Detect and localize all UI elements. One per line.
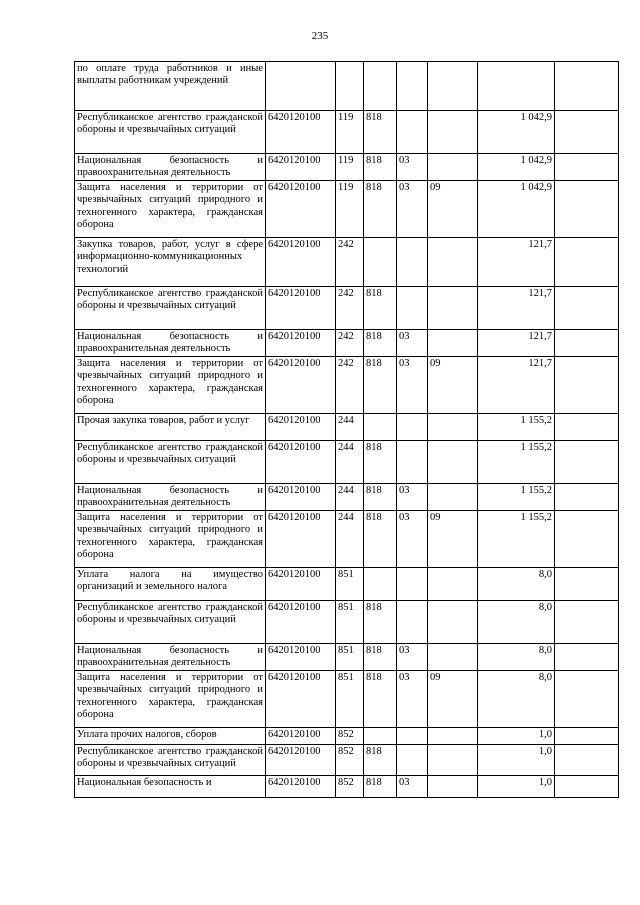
- table-row: [75, 728, 619, 745]
- row-name-cell: Республиканское агентство гражданской обороны и чрезвычайных ситуаций: [75, 601, 266, 644]
- target-article-cell: 6420120100: [266, 568, 336, 601]
- expense-type-cell: 119: [336, 111, 364, 154]
- administrator-code-cell: 818: [364, 671, 397, 728]
- target-article-cell: 6420120100: [266, 414, 336, 441]
- subsection-cell: [428, 644, 478, 671]
- administrator-code-cell: [364, 414, 397, 441]
- target-article-cell: 6420120100: [266, 644, 336, 671]
- extra-amount-cell: [555, 414, 619, 441]
- target-article-cell: 6420120100: [266, 111, 336, 154]
- amount-cell: 1 155,2: [478, 511, 555, 568]
- extra-amount-cell: [555, 62, 619, 111]
- amount-cell: 121,7: [478, 238, 555, 287]
- amount-cell: [478, 62, 555, 111]
- expense-type-cell: 852: [336, 776, 364, 798]
- administrator-code-cell: [364, 62, 397, 111]
- row-name-cell: Национальная безопасность и правоохранительная деятельность: [75, 644, 266, 671]
- expense-type-cell: 244: [336, 441, 364, 484]
- row-name-cell: Защита населения и территории от чрезвычайных ситуаций природного и техногенного характера, гражданская оборона: [75, 671, 266, 728]
- row-name-cell: Защита населения и территории от чрезвычайных ситуаций природного и техногенного характера, гражданская оборона: [75, 511, 266, 568]
- table-row: [75, 484, 619, 511]
- amount-cell: 121,7: [478, 357, 555, 414]
- section-cell: 03: [397, 644, 428, 671]
- subsection-cell: [428, 776, 478, 798]
- section-cell: [397, 62, 428, 111]
- subsection-cell: [428, 484, 478, 511]
- subsection-cell: 09: [428, 511, 478, 568]
- table-row: [75, 511, 619, 568]
- target-article-cell: 6420120100: [266, 441, 336, 484]
- section-cell: 03: [397, 181, 428, 238]
- subsection-cell: [428, 745, 478, 776]
- section-cell: [397, 287, 428, 330]
- extra-amount-cell: [555, 441, 619, 484]
- page-number: 235: [311, 30, 329, 42]
- section-cell: 03: [397, 484, 428, 511]
- expense-type-cell: 242: [336, 330, 364, 357]
- extra-amount-cell: [555, 644, 619, 671]
- extra-amount-cell: [555, 745, 619, 776]
- subsection-cell: [428, 111, 478, 154]
- subsection-cell: [428, 238, 478, 287]
- row-name-cell: Национальная безопасность и правоохранительная деятельность: [75, 484, 266, 511]
- amount-cell: 121,7: [478, 330, 555, 357]
- expense-type-cell: 119: [336, 181, 364, 238]
- administrator-code-cell: 818: [364, 511, 397, 568]
- expense-type-cell: 244: [336, 484, 364, 511]
- administrator-code-cell: 818: [364, 181, 397, 238]
- extra-amount-cell: [555, 601, 619, 644]
- amount-cell: 8,0: [478, 568, 555, 601]
- section-cell: 03: [397, 671, 428, 728]
- administrator-code-cell: [364, 568, 397, 601]
- subsection-cell: 09: [428, 671, 478, 728]
- section-cell: 03: [397, 154, 428, 181]
- target-article-cell: 6420120100: [266, 601, 336, 644]
- administrator-code-cell: 818: [364, 776, 397, 798]
- row-name-cell: Защита населения и территории от чрезвычайных ситуаций природного и техногенного характера, гражданская оборона: [75, 181, 266, 238]
- row-name-cell: Национальная безопасность и правоохранительная деятельность: [75, 154, 266, 181]
- subsection-cell: 09: [428, 181, 478, 238]
- target-article-cell: 6420120100: [266, 330, 336, 357]
- subsection-cell: 09: [428, 357, 478, 414]
- amount-cell: 8,0: [478, 601, 555, 644]
- amount-cell: 1,0: [478, 776, 555, 798]
- budget-table: [74, 61, 619, 798]
- table-row: [75, 154, 619, 181]
- target-article-cell: 6420120100: [266, 484, 336, 511]
- section-cell: [397, 568, 428, 601]
- subsection-cell: [428, 441, 478, 484]
- extra-amount-cell: [555, 181, 619, 238]
- subsection-cell: [428, 287, 478, 330]
- extra-amount-cell: [555, 330, 619, 357]
- target-article-cell: 6420120100: [266, 238, 336, 287]
- table-row: [75, 644, 619, 671]
- section-cell: 03: [397, 357, 428, 414]
- section-cell: [397, 111, 428, 154]
- subsection-cell: [428, 728, 478, 745]
- table-row: [75, 568, 619, 601]
- row-name-cell: Национальная безопасность и: [75, 776, 266, 798]
- table-body: [75, 62, 619, 798]
- administrator-code-cell: [364, 238, 397, 287]
- amount-cell: 1 042,9: [478, 111, 555, 154]
- administrator-code-cell: 818: [364, 111, 397, 154]
- table-row: [75, 441, 619, 484]
- section-cell: 03: [397, 776, 428, 798]
- administrator-code-cell: 818: [364, 330, 397, 357]
- amount-cell: 1,0: [478, 728, 555, 745]
- table-row: [75, 776, 619, 798]
- row-name-cell: Национальная безопасность и правоохранительная деятельность: [75, 330, 266, 357]
- expense-type-cell: 244: [336, 414, 364, 441]
- section-cell: [397, 601, 428, 644]
- expense-type-cell: 851: [336, 601, 364, 644]
- expense-type-cell: 852: [336, 728, 364, 745]
- table-row: [75, 357, 619, 414]
- administrator-code-cell: [364, 728, 397, 745]
- section-cell: 03: [397, 330, 428, 357]
- subsection-cell: [428, 330, 478, 357]
- table-row: [75, 181, 619, 238]
- expense-type-cell: [336, 62, 364, 111]
- target-article-cell: 6420120100: [266, 287, 336, 330]
- row-name-cell: Республиканское агентство гражданской обороны и чрезвычайных ситуаций: [75, 441, 266, 484]
- target-article-cell: 6420120100: [266, 671, 336, 728]
- amount-cell: 8,0: [478, 671, 555, 728]
- administrator-code-cell: 818: [364, 154, 397, 181]
- table-row: [75, 111, 619, 154]
- row-name-cell: Прочая закупка товаров, работ и услуг: [75, 414, 266, 441]
- expense-type-cell: 242: [336, 287, 364, 330]
- section-cell: [397, 728, 428, 745]
- row-name-cell: Республиканское агентство гражданской обороны и чрезвычайных ситуаций: [75, 287, 266, 330]
- amount-cell: 1 155,2: [478, 484, 555, 511]
- administrator-code-cell: 818: [364, 601, 397, 644]
- extra-amount-cell: [555, 776, 619, 798]
- expense-type-cell: 244: [336, 511, 364, 568]
- subsection-cell: [428, 154, 478, 181]
- target-article-cell: 6420120100: [266, 181, 336, 238]
- extra-amount-cell: [555, 511, 619, 568]
- extra-amount-cell: [555, 568, 619, 601]
- expense-type-cell: 852: [336, 745, 364, 776]
- extra-amount-cell: [555, 287, 619, 330]
- target-article-cell: 6420120100: [266, 511, 336, 568]
- extra-amount-cell: [555, 111, 619, 154]
- amount-cell: 1 155,2: [478, 441, 555, 484]
- expense-type-cell: 851: [336, 644, 364, 671]
- table-row: [75, 287, 619, 330]
- extra-amount-cell: [555, 238, 619, 287]
- amount-cell: 1 042,9: [478, 154, 555, 181]
- row-name-cell: по оплате труда работников и иные выплаты работникам учреждений: [75, 62, 266, 111]
- amount-cell: 1 155,2: [478, 414, 555, 441]
- table-row: [75, 330, 619, 357]
- administrator-code-cell: 818: [364, 644, 397, 671]
- row-name-cell: Уплата прочих налогов, сборов: [75, 728, 266, 745]
- table-row: [75, 62, 619, 111]
- amount-cell: 8,0: [478, 644, 555, 671]
- extra-amount-cell: [555, 671, 619, 728]
- row-name-cell: Закупка товаров, работ, услуг в сфере информационно-коммуникационных технологий: [75, 238, 266, 287]
- target-article-cell: 6420120100: [266, 154, 336, 181]
- subsection-cell: [428, 568, 478, 601]
- expense-type-cell: 119: [336, 154, 364, 181]
- administrator-code-cell: 818: [364, 745, 397, 776]
- target-article-cell: 6420120100: [266, 745, 336, 776]
- target-article-cell: 6420120100: [266, 728, 336, 745]
- row-name-cell: Республиканское агентство гражданской обороны и чрезвычайных ситуаций: [75, 111, 266, 154]
- section-cell: [397, 745, 428, 776]
- expense-type-cell: 851: [336, 671, 364, 728]
- administrator-code-cell: 818: [364, 484, 397, 511]
- extra-amount-cell: [555, 154, 619, 181]
- section-cell: [397, 238, 428, 287]
- section-cell: [397, 414, 428, 441]
- table-row: [75, 238, 619, 287]
- administrator-code-cell: 818: [364, 357, 397, 414]
- amount-cell: 1 042,9: [478, 181, 555, 238]
- row-name-cell: Республиканское агентство гражданской обороны и чрезвычайных ситуаций: [75, 745, 266, 776]
- target-article-cell: [266, 62, 336, 111]
- table-row: [75, 414, 619, 441]
- section-cell: [397, 441, 428, 484]
- row-name-cell: Уплата налога на имущество организаций и земельного налога: [75, 568, 266, 601]
- target-article-cell: 6420120100: [266, 357, 336, 414]
- table-row: [75, 671, 619, 728]
- target-article-cell: 6420120100: [266, 776, 336, 798]
- amount-cell: 1,0: [478, 745, 555, 776]
- administrator-code-cell: 818: [364, 287, 397, 330]
- extra-amount-cell: [555, 484, 619, 511]
- expense-type-cell: 242: [336, 357, 364, 414]
- administrator-code-cell: 818: [364, 441, 397, 484]
- section-cell: 03: [397, 511, 428, 568]
- table-row: [75, 745, 619, 776]
- subsection-cell: [428, 62, 478, 111]
- expense-type-cell: 851: [336, 568, 364, 601]
- extra-amount-cell: [555, 357, 619, 414]
- extra-amount-cell: [555, 728, 619, 745]
- table-row: [75, 601, 619, 644]
- subsection-cell: [428, 414, 478, 441]
- subsection-cell: [428, 601, 478, 644]
- expense-type-cell: 242: [336, 238, 364, 287]
- amount-cell: 121,7: [478, 287, 555, 330]
- row-name-cell: Защита населения и территории от чрезвычайных ситуаций природного и техногенного характера, гражданская оборона: [75, 357, 266, 414]
